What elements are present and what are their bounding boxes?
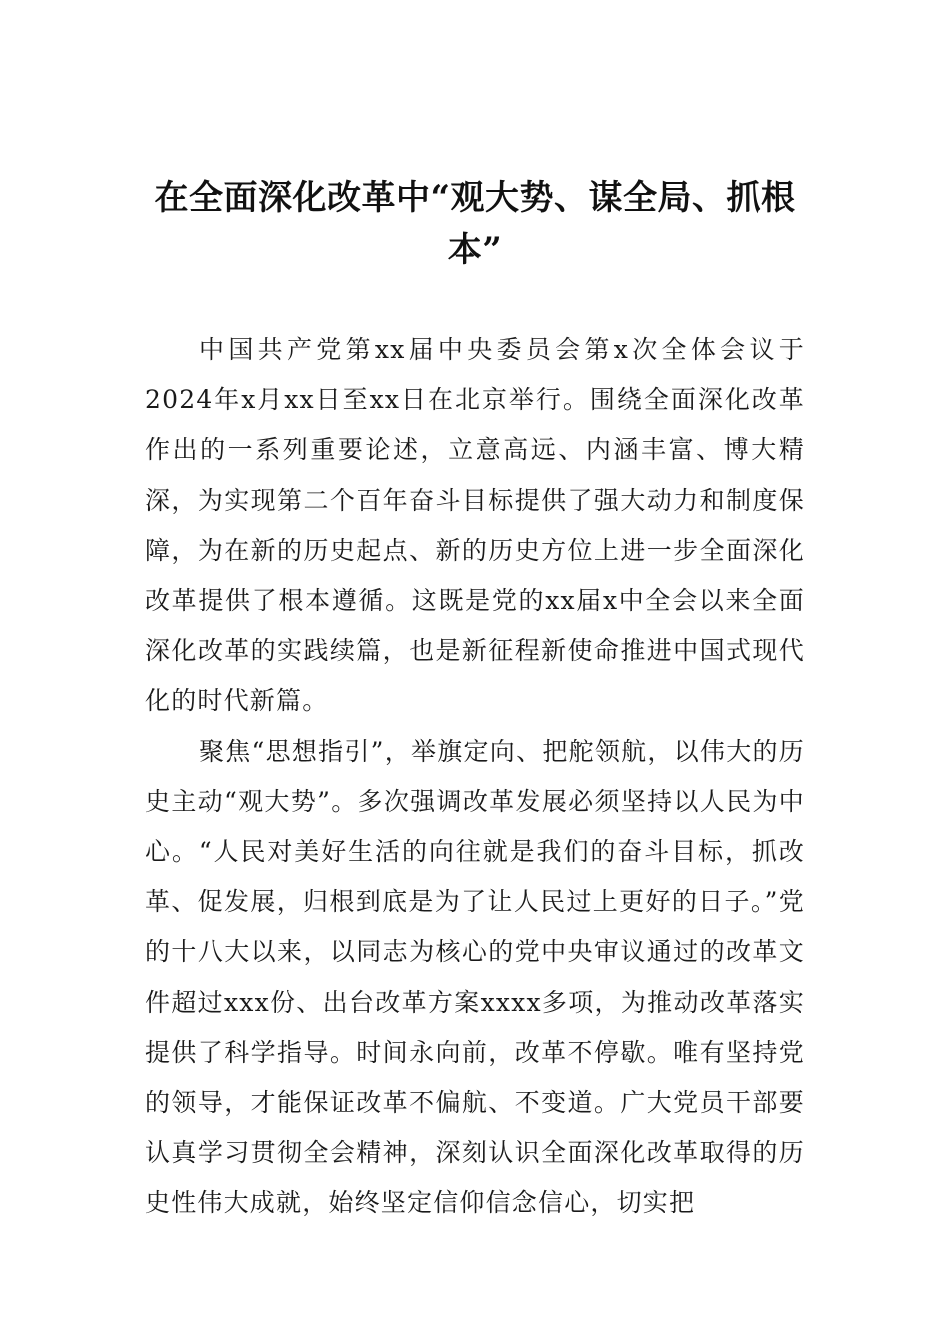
document-body (145, 325, 805, 1229)
paragraph-1: 中国共产党第xx届中央委员会第x次全体会议于2024年x月xx日至xx日在北京举行。围绕全面深化改革作出的一系列重要论述，立意高远、内涵丰富、博大精深，为实现第二个百年奋斗目标提供了强大动力和制度保障，为在新的历史起点、新的历史方位上进一步全面深化改革提供了根本遵循。这既是党的xx届x中全会以来全面深化改革的实践续篇，也是新征程新使命推进中国式现代化的时代新篇。 (145, 335, 805, 716)
document-title: 在全面深化改革中“观大势、谋全局、抓根本” (154, 178, 796, 270)
paragraph-2: 聚焦“思想指引”，举旗定向、把舵领航，以伟大的历史主动“观大势”。多次强调改革发展必须坚持以人民为中心。“人民对美好生活的向往就是我们的奋斗目标，抓改革、促发展，归根到底是为了让人民过上更好的日子。”党的十八大以来，以同志为核心的党中央审议通过的改革文件超过xxx份、出台改革方案xxxx多项，为推动改革落实提供了科学指导。时间永向前，改革不停歇。唯有坚持党的领导，才能保证改革不偏航、不变道。广大党员干部要认真学习贯彻全会精神，深刻认识全面深化改革取得的历史性伟大成就，始终坚定信仰信念信心，切实把 (145, 736, 805, 1218)
